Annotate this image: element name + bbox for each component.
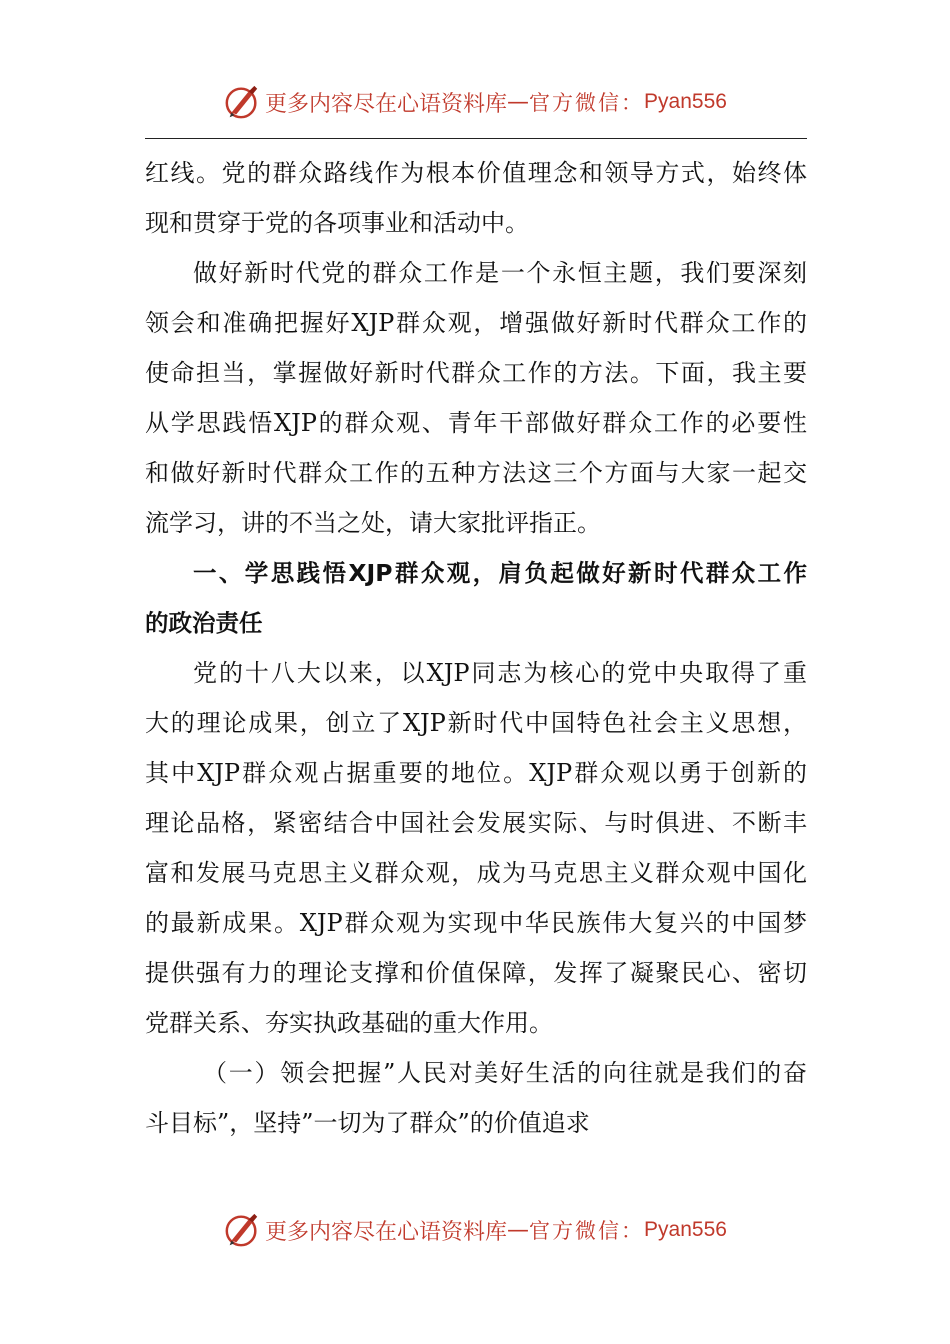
- header-banner: [0, 80, 950, 124]
- body-line: 做好新时代党的群众工作是一个永恒主题，我们要深刻: [193, 259, 807, 287]
- body-line: 和做好新时代群众工作的五种方法这三个方面与大家一起交: [145, 459, 807, 487]
- body-line: 理论品格，紧密结合中国社会发展实际、与时俱进、不断丰: [145, 809, 807, 837]
- banner-brand: 更多内容尽在心语资料库: [265, 91, 508, 117]
- body-line: 领会和准确把握好XJP群众观，增强做好新时代群众工作的: [145, 309, 807, 337]
- section-heading: 的政治责任: [145, 609, 263, 637]
- body-line: 提供强有力的理论支撑和价值保障，发挥了凝聚民心、密切: [145, 959, 807, 987]
- body-line: 其中XJP群众观占据重要的地位。XJP群众观以勇于创新的: [145, 759, 807, 787]
- pen-logo-icon: [223, 83, 261, 121]
- header-divider: [145, 138, 807, 139]
- banner-brand: 更多内容尽在心语资料库: [265, 1219, 508, 1245]
- body-line: 从学思践悟XJP的群众观、青年干部做好群众工作的必要性: [145, 409, 807, 437]
- pen-logo-icon: [223, 1211, 261, 1249]
- body-line: 党的十八大以来，以XJP同志为核心的党中央取得了重: [193, 659, 807, 687]
- banner-wechat-id: Pyan556: [644, 1218, 727, 1241]
- footer-banner: [0, 1208, 950, 1252]
- banner-official-label: 官方微信：: [529, 1219, 645, 1243]
- body-line: 大的理论成果，创立了XJP新时代中国特色社会主义思想，: [145, 709, 807, 737]
- body-line: 的最新成果。XJP群众观为实现中华民族伟大复兴的中国梦: [145, 909, 807, 937]
- banner-dash: —: [507, 89, 530, 115]
- subsection-heading: 斗目标”，坚持”一切为了群众”的价值追求: [145, 1109, 590, 1137]
- body-line: 流学习，讲的不当之处，请大家批评指正。: [145, 509, 601, 537]
- banner-wechat-id: Pyan556: [644, 90, 727, 113]
- section-heading: 一、学思践悟XJP群众观，肩负起做好新时代群众工作: [193, 559, 807, 587]
- body-line: 现和贯穿于党的各项事业和活动中。: [145, 209, 529, 237]
- subsection-heading: （一）领会把握”人民对美好生活的向往就是我们的奋: [203, 1059, 807, 1087]
- body-line: 红线。党的群众路线作为根本价值理念和领导方式，始终体: [145, 159, 807, 187]
- banner-dash: —: [507, 1217, 530, 1243]
- body-line: 富和发展马克思主义群众观，成为马克思主义群众观中国化: [145, 859, 807, 887]
- banner-official-label: 官方微信：: [529, 91, 645, 115]
- document-body: [145, 148, 807, 1148]
- body-line: 党群关系、夯实执政基础的重大作用。: [145, 1009, 553, 1037]
- body-line: 使命担当，掌握做好新时代群众工作的方法。下面，我主要: [145, 359, 807, 387]
